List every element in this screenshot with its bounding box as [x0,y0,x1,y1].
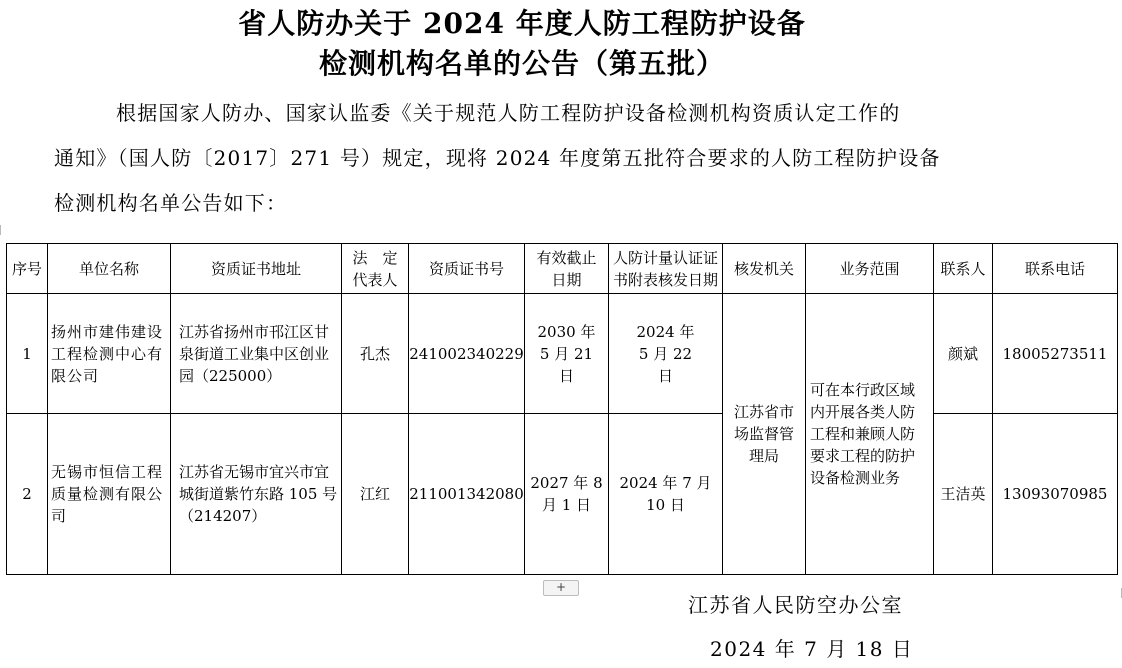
document-title-line-1: 省人防办关于 2024 年度人防工程防护设备 [238,7,806,40]
body-text-line-3: 检测机构名单公告如下： [54,191,288,215]
cell-approval-date: 2024 年 7 月 10 日 [609,414,723,575]
header-scope: 业务范围 [806,244,934,294]
cell-authority: 江苏省市场监督管理局 [723,294,806,575]
signature-organization: 江苏省人民防空办公室 [688,593,903,617]
body-text-line-1: 根据国家人防办、国家认监委《关于规范人防工程防护设备检测机构资质认定工作的 [116,101,901,125]
table-row [7,414,1118,575]
header-authority: 核发机关 [723,244,806,294]
cell-cert: 241002340229 [409,294,525,414]
cell-seq: 2 [7,414,48,575]
add-row-button[interactable]: + [543,580,579,596]
header-expiry-line-2: 日期 [551,270,582,289]
cell-expiry: 2030 年 5 月 21 日 [525,294,609,414]
cell-representative: 孔杰 [342,294,409,414]
header-expiry-line-1: 有效截止 [536,248,597,267]
cell-contact: 王洁英 [934,414,993,575]
cell-phone: 18005273511 [993,294,1118,414]
institution-table [6,243,1118,575]
cell-address: 江苏省无锡市宜兴市宜城街道紫竹东路 105 号（214207） [171,414,342,575]
header-approval-date [609,244,723,294]
document-title-line-2: 检测机构名单的公告（第五批） [318,47,725,80]
header-representative-line-2: 代表人 [352,270,398,289]
header-representative-line-1: 法 定 [352,248,398,267]
cell-representative: 江红 [342,414,409,575]
header-cert: 资质证书号 [409,244,525,294]
header-seq: 序号 [7,244,48,294]
cell-scope: 可在本行政区域内开展各类人防工程和兼顾人防要求工程的防护设备检测业务 [806,294,934,575]
header-approval-line-1: 人防计量认证证 [612,248,718,267]
table-end-marker [1113,588,1122,598]
cell-phone: 13093070985 [993,414,1118,575]
header-address: 资质证书地址 [171,244,342,294]
header-name: 单位名称 [48,244,171,294]
table-corner-marker [0,225,7,235]
table-row [7,294,1118,414]
cell-name: 扬州市建伟建设工程检测中心有限公司 [48,294,171,414]
header-expiry [525,244,609,294]
cell-address: 江苏省扬州市邗江区甘泉街道工业集中区创业园（225000） [171,294,342,414]
header-approval-line-2: 书附表核发日期 [612,270,718,289]
header-contact: 联系人 [934,244,993,294]
cell-seq: 1 [7,294,48,414]
cell-approval-date: 2024 年 5 月 22 日 [609,294,723,414]
cell-expiry: 2027 年 8 月 1 日 [525,414,609,575]
header-representative [342,244,409,294]
cell-contact: 颜斌 [934,294,993,414]
cell-name: 无锡市恒信工程质量检测有限公司 [48,414,171,575]
body-text-line-2: 通知》（国人防〔2017〕271 号）规定，现将 2024 年度第五批符合要求的人防工程防护设备 [54,146,941,170]
table-header-row [7,244,1118,294]
signature-date: 2024 年 7 月 18 日 [710,637,914,661]
header-phone: 联系电话 [993,244,1118,294]
cell-cert: 211001342080 [409,414,525,575]
